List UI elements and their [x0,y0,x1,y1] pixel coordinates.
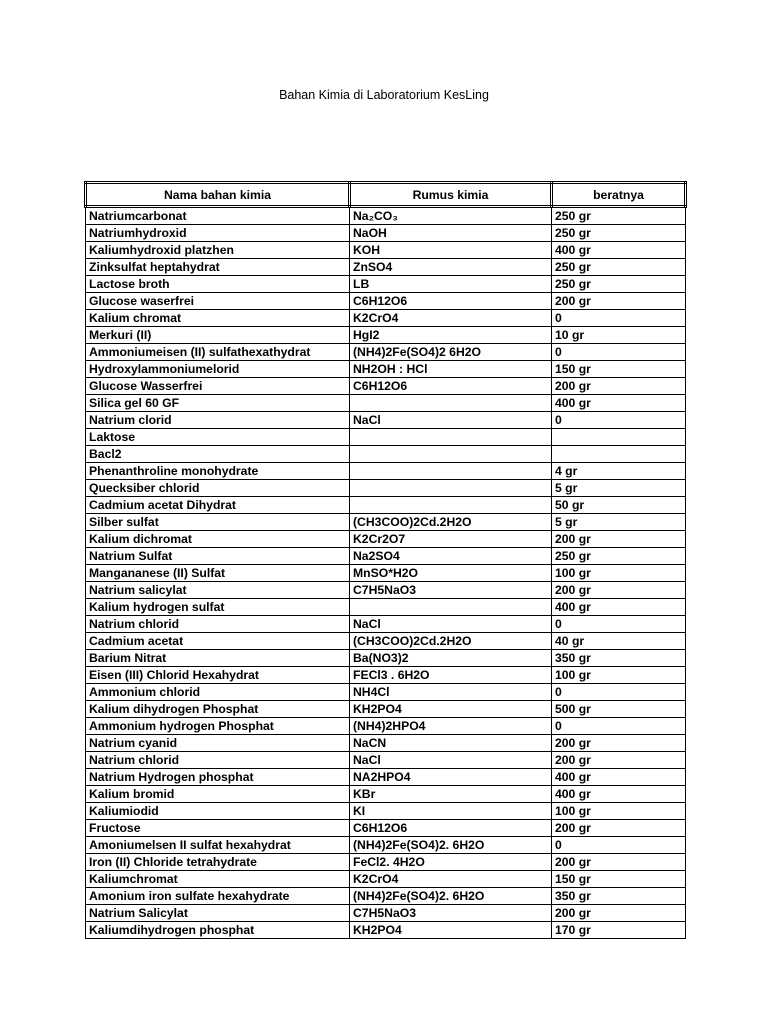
chemical-formula-cell: NaCN [350,735,552,752]
table-row [86,633,686,650]
weight-cell: 200 gr [552,820,686,837]
chemical-formula-cell [350,395,552,412]
table-row [86,854,686,871]
weight-cell: 0 [552,310,686,327]
table-row [86,327,686,344]
weight-cell: 400 gr [552,242,686,259]
chemical-formula-cell: K2CrO4 [350,871,552,888]
weight-cell: 400 gr [552,599,686,616]
chemical-name-cell: Laktose [86,429,350,446]
weight-cell: 5 gr [552,480,686,497]
table-row [86,259,686,276]
table-row [86,429,686,446]
chemicals-table-container [84,181,684,939]
chemical-name-cell: Amonium iron sulfate hexahydrate [86,888,350,905]
chemical-name-cell: Natrium Salicylat [86,905,350,922]
chemical-name-cell: Ammoniumeisen (II) sulfathexathydrat [86,344,350,361]
weight-cell: 10 gr [552,327,686,344]
chemical-name-cell: Glucose waserfrei [86,293,350,310]
weight-cell: 50 gr [552,497,686,514]
table-row [86,718,686,735]
table-row [86,599,686,616]
weight-cell: 200 gr [552,905,686,922]
table-row [86,378,686,395]
chemical-name-cell: Kalium bromid [86,786,350,803]
table-row [86,888,686,905]
weight-cell: 250 gr [552,259,686,276]
weight-cell: 0 [552,718,686,735]
weight-cell: 100 gr [552,803,686,820]
weight-cell: 250 gr [552,548,686,565]
chemical-name-cell: Kalium dihydrogen Phosphat [86,701,350,718]
weight-cell: 150 gr [552,361,686,378]
chemical-formula-cell: (NH4)2HPO4 [350,718,552,735]
weight-cell: 200 gr [552,752,686,769]
weight-cell: 5 gr [552,514,686,531]
chemical-formula-cell [350,463,552,480]
weight-cell [552,429,686,446]
table-row [86,684,686,701]
table-row [86,667,686,684]
chemical-name-cell: Kalium chromat [86,310,350,327]
chemical-formula-cell: (CH3COO)2Cd.2H2O [350,633,552,650]
chemical-formula-cell: FECl3 . 6H2O [350,667,552,684]
chemical-formula-cell: C7H5NaO3 [350,905,552,922]
table-row [86,752,686,769]
weight-cell: 200 gr [552,854,686,871]
weight-cell: 200 gr [552,735,686,752]
chemical-formula-cell [350,497,552,514]
chemical-name-cell: Lactose broth [86,276,350,293]
table-row [86,207,686,225]
table-row [86,310,686,327]
table-row [86,480,686,497]
chemical-formula-cell: ZnSO4 [350,259,552,276]
chemical-name-cell: Ammonium hydrogen Phosphat [86,718,350,735]
table-row [86,803,686,820]
chemical-formula-cell: NH4Cl [350,684,552,701]
table-row [86,871,686,888]
chemical-formula-cell: KH2PO4 [350,922,552,939]
chemical-formula-cell: NA2HPO4 [350,769,552,786]
table-row [86,446,686,463]
chemical-name-cell: Eisen (III) Chlorid Hexahydrat [86,667,350,684]
weight-cell: 200 gr [552,582,686,599]
chemical-name-cell: Natriumhydroxid [86,225,350,242]
weight-cell: 0 [552,616,686,633]
header-rumus-kimia: Rumus kimia [350,183,552,207]
chemical-formula-cell: C6H12O6 [350,820,552,837]
table-row [86,905,686,922]
chemical-name-cell: Kaliumhydroxid platzhen [86,242,350,259]
chemical-name-cell: Silica gel 60 GF [86,395,350,412]
chemical-formula-cell: LB [350,276,552,293]
table-row [86,548,686,565]
chemical-formula-cell: KH2PO4 [350,701,552,718]
chemical-name-cell: Silber sulfat [86,514,350,531]
chemical-name-cell: Zinksulfat heptahydrat [86,259,350,276]
table-row [86,616,686,633]
chemical-name-cell: Natrium Sulfat [86,548,350,565]
weight-cell: 350 gr [552,650,686,667]
chemical-name-cell: Hydroxylammoniumelorid [86,361,350,378]
chemical-formula-cell: NaCl [350,752,552,769]
table-header-row [86,183,686,207]
weight-cell: 250 gr [552,207,686,225]
table-body [86,207,686,939]
chemical-formula-cell: K2CrO4 [350,310,552,327]
chemical-name-cell: Kaliumiodid [86,803,350,820]
table-row [86,412,686,429]
chemical-name-cell: Natrium Hydrogen phosphat [86,769,350,786]
chemical-formula-cell: (NH4)2Fe(SO4)2 6H2O [350,344,552,361]
chemical-name-cell: Fructose [86,820,350,837]
chemical-formula-cell: (NH4)2Fe(SO4)2. 6H2O [350,837,552,854]
table-row [86,701,686,718]
chemical-formula-cell: Na₂CO₃ [350,207,552,225]
table-row [86,786,686,803]
chemical-formula-cell: HgI2 [350,327,552,344]
chemical-formula-cell: Na2SO4 [350,548,552,565]
table-row [86,497,686,514]
chemical-formula-cell [350,446,552,463]
chemical-name-cell: Natrium chlorid [86,752,350,769]
chemical-name-cell: Natrium salicylat [86,582,350,599]
chemical-formula-cell: NaCl [350,412,552,429]
weight-cell: 4 gr [552,463,686,480]
weight-cell: 0 [552,837,686,854]
header-beratnya: beratnya [552,183,686,207]
chemical-name-cell: Kalium dichromat [86,531,350,548]
chemical-formula-cell: C6H12O6 [350,378,552,395]
chemical-formula-cell: C6H12O6 [350,293,552,310]
table-row [86,344,686,361]
chemical-formula-cell: K2Cr2O7 [350,531,552,548]
table-row [86,463,686,480]
table-row [86,531,686,548]
chemical-formula-cell: FeCl2. 4H2O [350,854,552,871]
table-row [86,769,686,786]
chemical-name-cell: Natriumcarbonat [86,207,350,225]
chemical-name-cell: Natrium clorid [86,412,350,429]
chemical-formula-cell: C7H5NaO3 [350,582,552,599]
chemical-formula-cell: Ba(NO3)2 [350,650,552,667]
weight-cell: 250 gr [552,276,686,293]
weight-cell: 200 gr [552,531,686,548]
chemical-name-cell: Bacl2 [86,446,350,463]
chemical-name-cell: Barium Nitrat [86,650,350,667]
chemical-formula-cell: NH2OH : HCl [350,361,552,378]
weight-cell: 0 [552,344,686,361]
weight-cell: 400 gr [552,395,686,412]
weight-cell: 400 gr [552,786,686,803]
weight-cell: 200 gr [552,293,686,310]
chemical-name-cell: Quecksiber chlorid [86,480,350,497]
weight-cell: 0 [552,684,686,701]
chemical-name-cell: Phenanthroline monohydrate [86,463,350,480]
chemical-name-cell: Mangananese (II) Sulfat [86,565,350,582]
weight-cell: 400 gr [552,769,686,786]
chemical-name-cell: Natrium cyanid [86,735,350,752]
table-row [86,395,686,412]
chemical-formula-cell: NaCl [350,616,552,633]
table-row [86,242,686,259]
weight-cell: 100 gr [552,565,686,582]
chemical-name-cell: Kaliumchromat [86,871,350,888]
weight-cell: 150 gr [552,871,686,888]
chemical-name-cell: Kaliumdihydrogen phosphat [86,922,350,939]
weight-cell [552,446,686,463]
table-row [86,565,686,582]
chemical-formula-cell: (NH4)2Fe(SO4)2. 6H2O [350,888,552,905]
chemical-name-cell: Glucose Wasserfrei [86,378,350,395]
weight-cell: 200 gr [552,378,686,395]
chemical-formula-cell: (CH3COO)2Cd.2H2O [350,514,552,531]
chemical-name-cell: Natrium chlorid [86,616,350,633]
table-row [86,514,686,531]
table-row [86,225,686,242]
table-row [86,650,686,667]
weight-cell: 100 gr [552,667,686,684]
table-row [86,837,686,854]
chemical-name-cell: Kalium hydrogen sulfat [86,599,350,616]
chemical-formula-cell: KOH [350,242,552,259]
weight-cell: 170 gr [552,922,686,939]
chemical-formula-cell [350,429,552,446]
table-row [86,361,686,378]
chemical-formula-cell: MnSO*H2O [350,565,552,582]
header-nama-bahan-kimia: Nama bahan kimia [86,183,350,207]
chemical-name-cell: Cadmium acetat [86,633,350,650]
weight-cell: 40 gr [552,633,686,650]
chemical-name-cell: Cadmium acetat Dihydrat [86,497,350,514]
chemical-formula-cell [350,480,552,497]
chemical-formula-cell: KI [350,803,552,820]
weight-cell: 500 gr [552,701,686,718]
chemicals-table [84,181,687,939]
chemical-name-cell: Merkuri (II) [86,327,350,344]
chemical-name-cell: Iron (II) Chloride tetrahydrate [86,854,350,871]
table-row [86,820,686,837]
page-title: Bahan Kimia di Laboratorium KesLing [279,88,489,102]
table-row [86,293,686,310]
weight-cell: 250 gr [552,225,686,242]
chemical-name-cell: Ammonium chlorid [86,684,350,701]
weight-cell: 0 [552,412,686,429]
chemical-formula-cell: NaOH [350,225,552,242]
chemical-formula-cell [350,599,552,616]
table-row [86,735,686,752]
weight-cell: 350 gr [552,888,686,905]
table-row [86,276,686,293]
table-row [86,922,686,939]
chemical-name-cell: Amoniumelsen II sulfat hexahydrat [86,837,350,854]
table-row [86,582,686,599]
chemical-formula-cell: KBr [350,786,552,803]
